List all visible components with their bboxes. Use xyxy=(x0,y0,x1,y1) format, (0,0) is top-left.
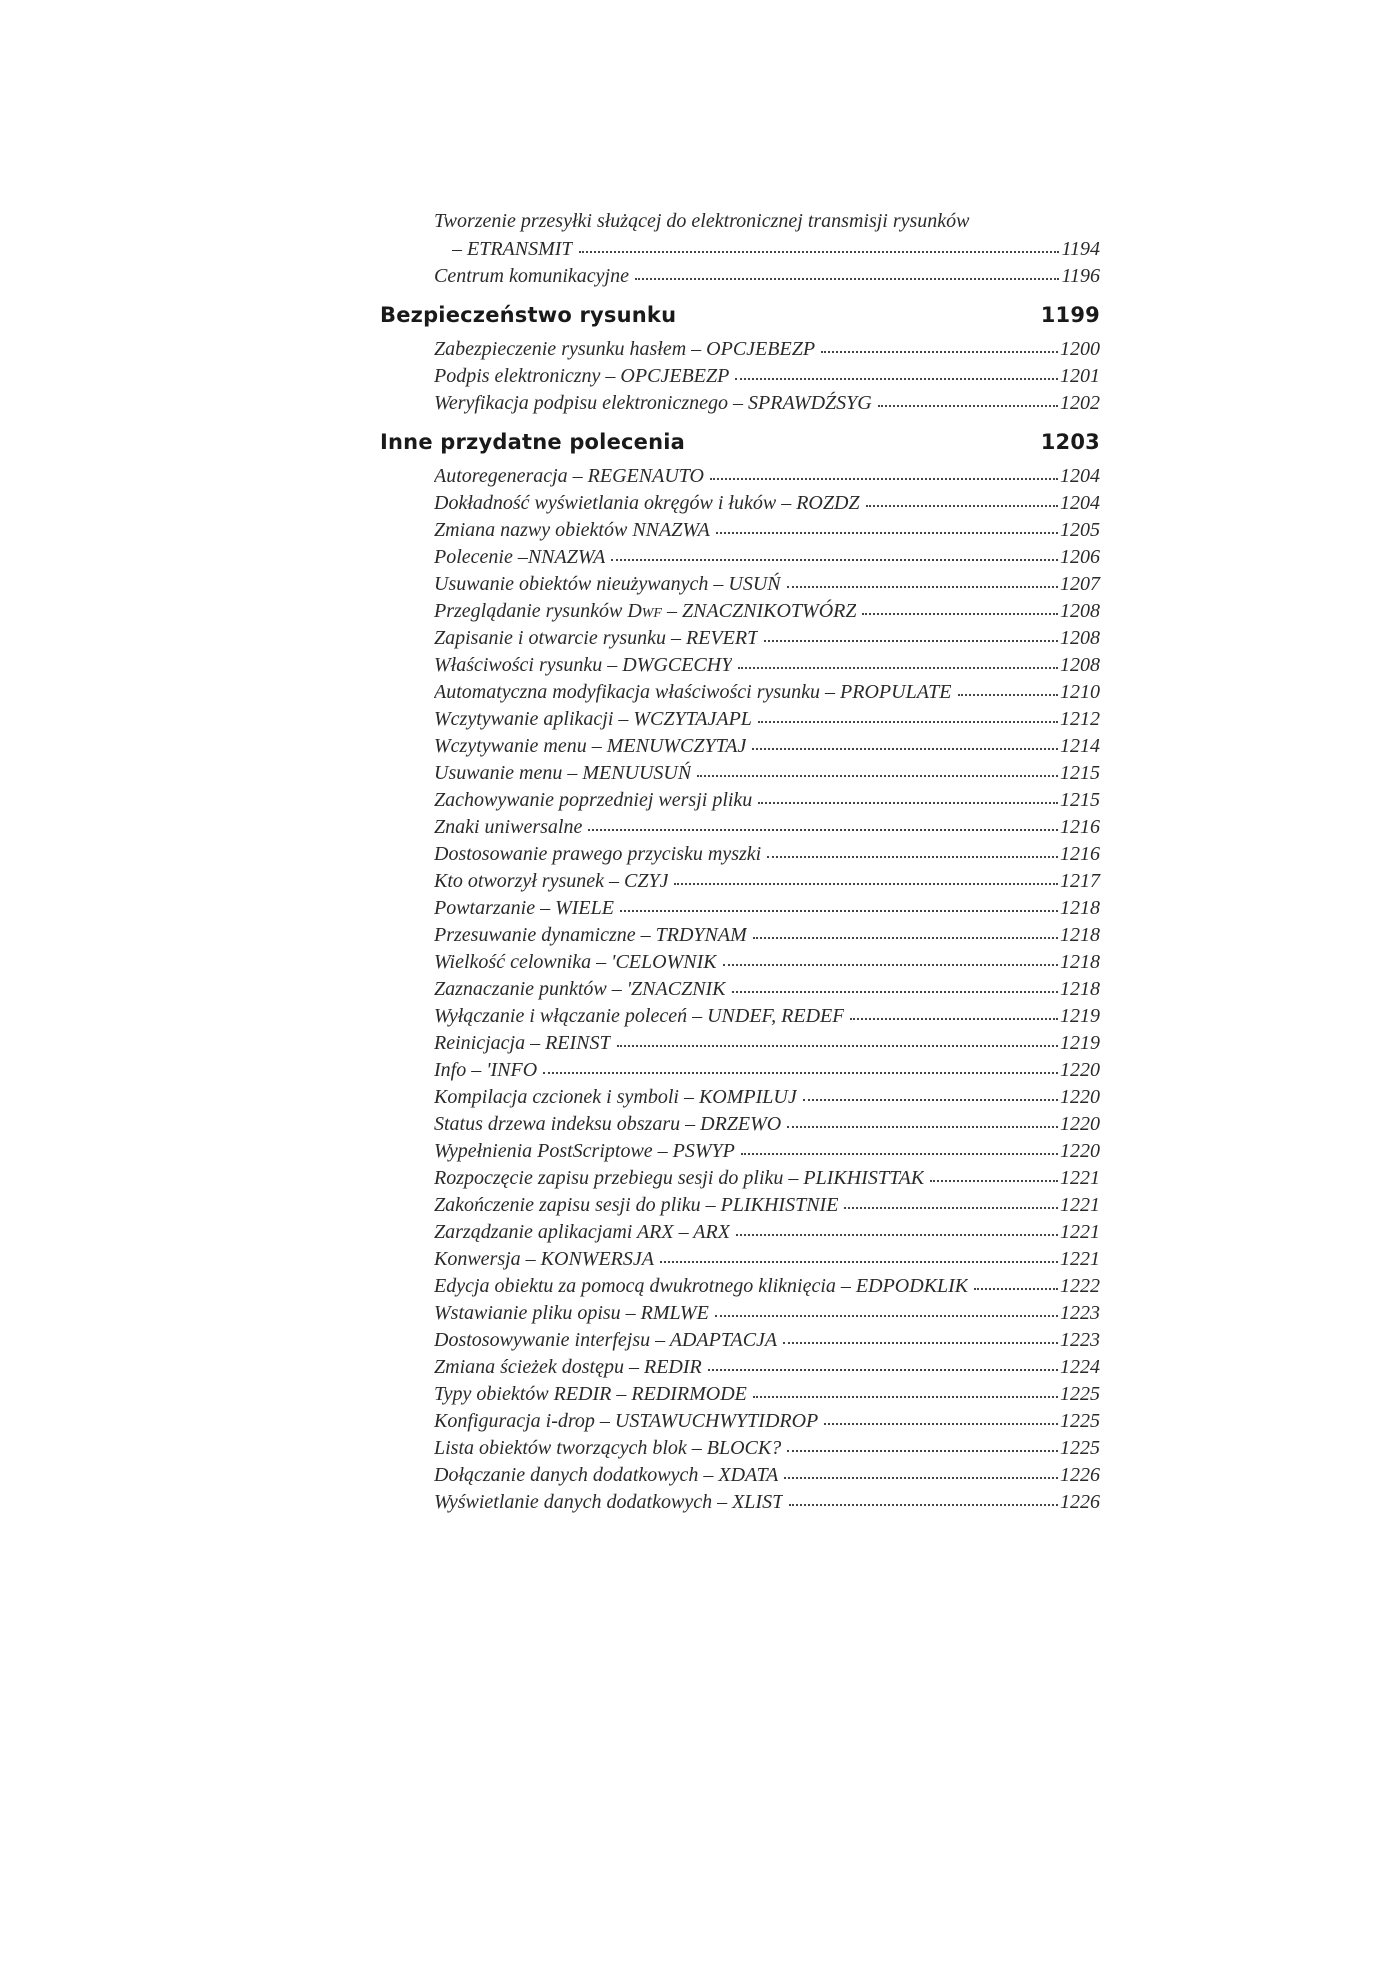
toc-entry-page: 1204 xyxy=(1060,465,1100,487)
toc-entry-title: Tworzenie przesyłki służącej do elektronicznej transmisji rysunków xyxy=(434,210,970,232)
toc-entry-title: Automatyczna modyfikacja właściwości rysunku – PROPULATE xyxy=(434,681,952,703)
toc-entry-title-part: Przeglądanie rysunków xyxy=(434,600,628,622)
toc-entry-title: Zachowywanie poprzedniej wersji pliku xyxy=(434,789,753,811)
toc-entry xyxy=(380,1056,1100,1083)
toc-entry xyxy=(380,262,1100,289)
toc-entry-page: 1217 xyxy=(1060,870,1100,892)
toc-entry-page: 1212 xyxy=(1060,708,1100,730)
toc-entry-page: 1220 xyxy=(1060,1086,1100,1108)
toc-section-heading xyxy=(380,422,1100,462)
dot-leader xyxy=(741,1135,1058,1155)
toc-entry-title: Typy obiektów REDIR – REDIRMODE xyxy=(434,1383,747,1405)
toc-entry-title: Centrum komunikacyjne xyxy=(434,265,629,287)
toc-entry-page: 1221 xyxy=(1060,1167,1100,1189)
dot-leader xyxy=(674,865,1058,885)
toc-entry-title: Wczytywanie menu – MENUWCZYTAJ xyxy=(434,735,747,757)
toc-entry-title: Reinicjacja – REINST xyxy=(434,1032,611,1054)
toc-entry-title: Powtarzanie – WIELE xyxy=(434,897,614,919)
dot-leader xyxy=(660,1243,1058,1263)
toc-entry xyxy=(380,389,1100,416)
dot-leader xyxy=(579,233,1060,253)
toc-entry-title: Lista obiektów tworzących blok – BLOCK? xyxy=(434,1437,782,1459)
toc-entry-title: Dołączanie danych dodatkowych – XDATA xyxy=(434,1464,779,1486)
toc-entry-title: Wstawianie pliku opisu – RMLWE xyxy=(434,1302,709,1324)
section-entries xyxy=(380,335,1100,416)
dot-leader xyxy=(710,460,1058,480)
dot-leader xyxy=(543,1054,1058,1074)
dot-leader xyxy=(732,973,1058,993)
toc-entry-page: 1208 xyxy=(1060,654,1100,676)
toc-entry-page: 1196 xyxy=(1061,265,1100,287)
toc-entry-title: Wielkość celownika – 'CELOWNIK xyxy=(434,951,717,973)
toc-entry-title: Dostosowywanie interfejsu – ADAPTACJA xyxy=(434,1329,778,1351)
toc-entry-title: Zaznaczanie punktów – 'ZNACZNIK xyxy=(434,978,726,1000)
section-page: 1199 xyxy=(1040,303,1100,327)
toc-entry-page: 1206 xyxy=(1060,546,1100,568)
dot-leader xyxy=(611,541,1058,561)
toc-entry-title: Wyświetlanie danych dodatkowych – XLIST xyxy=(434,1491,784,1513)
toc-entry-page: 1216 xyxy=(1060,843,1100,865)
dot-leader xyxy=(716,514,1058,534)
toc-entry-page: 1204 xyxy=(1060,492,1100,514)
toc-entry xyxy=(380,759,1100,786)
section-entries xyxy=(380,462,1100,1515)
toc-entry-title: – ETRANSMIT xyxy=(452,238,573,260)
dot-leader xyxy=(787,568,1058,588)
toc-entry-page: 1226 xyxy=(1060,1464,1100,1486)
toc-entry-title-part: – ZNACZNIKOTWÓRZ xyxy=(661,600,857,622)
toc-entry-page: 1220 xyxy=(1060,1059,1100,1081)
toc-entry-title: Wypełnienia PostScriptowe – PSWYP xyxy=(434,1140,735,1162)
toc-entry-page: 1205 xyxy=(1060,519,1100,541)
toc-entry-page: 1215 xyxy=(1060,789,1100,811)
toc-entry xyxy=(380,1326,1100,1353)
dot-leader xyxy=(789,1486,1058,1506)
toc-entry-page: 1225 xyxy=(1060,1437,1100,1459)
toc-entry-page: 1207 xyxy=(1060,573,1100,595)
toc-entry-title: Status drzewa indeksu obszaru – DRZEWO xyxy=(434,1113,782,1135)
toc-entry-page: 1208 xyxy=(1060,600,1100,622)
toc-entry xyxy=(380,921,1100,948)
toc-entry-page: 1218 xyxy=(1060,897,1100,919)
toc-entry-page: 1223 xyxy=(1060,1329,1100,1351)
toc-entry-title: Konfiguracja i-drop – USTAWUCHWYTIDROP xyxy=(434,1410,819,1432)
toc-entry-title: Wyłączanie i włączanie poleceń – UNDEF, REDEF xyxy=(434,1005,845,1027)
toc-entry-page: 1226 xyxy=(1060,1491,1100,1513)
toc-entry-page: 1220 xyxy=(1060,1140,1100,1162)
dot-leader xyxy=(878,387,1058,407)
toc-entry-title: Konwersja – KONWERSJA xyxy=(434,1248,654,1270)
toc-entry xyxy=(380,1461,1100,1488)
toc-entry xyxy=(380,1164,1100,1191)
toc-entry-page: 1221 xyxy=(1060,1194,1100,1216)
dot-leader xyxy=(753,1378,1058,1398)
dot-leader xyxy=(617,1027,1058,1047)
toc-entry-page: 1218 xyxy=(1060,978,1100,1000)
toc-entry-page: 1219 xyxy=(1060,1005,1100,1027)
toc-entry-page: 1222 xyxy=(1060,1275,1100,1297)
toc-entry-title: Kompilacja czcionek i symboli – KOMPILUJ xyxy=(434,1086,797,1108)
toc-entry-page: 1225 xyxy=(1060,1410,1100,1432)
toc-entry xyxy=(380,651,1100,678)
toc-entry xyxy=(380,1299,1100,1326)
toc-entry-title: Info – 'INFO xyxy=(434,1059,538,1081)
dot-leader xyxy=(723,946,1058,966)
toc-entry-page: 1221 xyxy=(1060,1221,1100,1243)
toc-entry-title: Zapisanie i otwarcie rysunku – REVERT xyxy=(434,627,759,649)
toc-entry-title: Zmiana ścieżek dostępu – REDIR xyxy=(434,1356,702,1378)
toc-entry-title-smallcaps: Dwf xyxy=(627,600,662,622)
dot-leader xyxy=(764,622,1058,642)
toc-entry xyxy=(380,1137,1100,1164)
section-page: 1203 xyxy=(1040,430,1100,454)
toc-entry xyxy=(380,705,1100,732)
dot-leader xyxy=(787,1108,1058,1128)
toc-section-heading xyxy=(380,295,1100,335)
toc-entry xyxy=(380,1218,1100,1245)
toc-entry xyxy=(380,335,1100,362)
dot-leader xyxy=(736,1216,1058,1236)
toc-entry-page: 1202 xyxy=(1060,392,1100,414)
toc-entry-page: 1215 xyxy=(1060,762,1100,784)
toc-entry xyxy=(380,1488,1100,1515)
dot-leader xyxy=(784,1459,1058,1479)
toc-entry xyxy=(380,1245,1100,1272)
toc-entry-page: 1219 xyxy=(1060,1032,1100,1054)
toc-entry xyxy=(380,1407,1100,1434)
dot-leader xyxy=(803,1081,1058,1101)
toc-entry-page: 1218 xyxy=(1060,951,1100,973)
toc-entry-page: 1208 xyxy=(1060,627,1100,649)
toc-entry-title xyxy=(434,598,856,625)
toc-entry xyxy=(380,489,1100,516)
dot-leader xyxy=(758,703,1058,723)
toc-entry-title: Kto otworzył rysunek – CZYJ xyxy=(434,870,669,892)
toc-entry-title: Przesuwanie dynamiczne – TRDYNAM xyxy=(434,924,747,946)
section-title: Inne przydatne polecenia xyxy=(380,430,686,454)
toc-entry xyxy=(380,1110,1100,1137)
toc-entry xyxy=(380,948,1100,975)
toc-entry-page: 1216 xyxy=(1060,816,1100,838)
toc-entry xyxy=(380,570,1100,597)
dot-leader xyxy=(635,260,1060,280)
dot-leader xyxy=(697,757,1058,777)
dot-leader xyxy=(866,487,1058,507)
dot-leader xyxy=(588,811,1058,831)
dot-leader xyxy=(783,1324,1058,1344)
toc-entry-page: 1201 xyxy=(1060,365,1100,387)
dot-leader xyxy=(787,1432,1058,1452)
toc-entry-page: 1218 xyxy=(1060,924,1100,946)
toc-entry xyxy=(380,1002,1100,1029)
toc-entry xyxy=(380,1353,1100,1380)
toc-entry xyxy=(380,597,1100,624)
dot-leader xyxy=(620,892,1058,912)
toc-entry xyxy=(380,732,1100,759)
dot-leader xyxy=(824,1405,1058,1425)
toc-entry xyxy=(380,624,1100,651)
toc-entry xyxy=(380,678,1100,705)
toc-entry xyxy=(380,462,1100,489)
toc-entry xyxy=(380,786,1100,813)
toc-entry xyxy=(380,975,1100,1002)
section-title: Bezpieczeństwo rysunku xyxy=(380,303,677,327)
toc-entry xyxy=(380,1380,1100,1407)
toc-entry-page: 1224 xyxy=(1060,1356,1100,1378)
toc-entry-page: 1210 xyxy=(1060,681,1100,703)
toc-entry-title: Edycja obiektu za pomocą dwukrotnego kliknięcia – EDPODKLIK xyxy=(434,1275,969,1297)
toc-entry-title: Podpis elektroniczny – OPCJEBEZP xyxy=(434,365,730,387)
toc-entry-title: Zabezpieczenie rysunku hasłem – OPCJEBEZP xyxy=(434,338,816,360)
toc-entry-title: Autoregeneracja – REGENAUTO xyxy=(434,465,704,487)
toc-entry-title: Właściwości rysunku – DWGCECHY xyxy=(434,654,733,676)
toc-entry-page: 1223 xyxy=(1060,1302,1100,1324)
dot-leader xyxy=(850,1000,1058,1020)
dot-leader xyxy=(758,784,1058,804)
toc-entry xyxy=(380,1191,1100,1218)
toc-entry-page: 1221 xyxy=(1060,1248,1100,1270)
toc-entry-title: Dostosowanie prawego przycisku myszki xyxy=(434,843,762,865)
toc-entry-title: Zarządzanie aplikacjami ARX – ARX xyxy=(434,1221,730,1243)
toc-entry xyxy=(380,894,1100,921)
toc-entry xyxy=(380,1434,1100,1461)
toc-entry xyxy=(380,1083,1100,1110)
dot-leader xyxy=(715,1297,1058,1317)
toc-entry-title: Rozpoczęcie zapisu przebiegu sesji do pliku – PLIKHISTTAK xyxy=(434,1167,925,1189)
toc-entry-title: Weryfikacja podpisu elektronicznego – SPRAWDŹSYG xyxy=(434,392,872,414)
toc-entry-page: 1194 xyxy=(1061,238,1100,260)
dot-leader xyxy=(708,1351,1058,1371)
toc-entry xyxy=(380,235,1100,262)
toc-entry xyxy=(380,516,1100,543)
toc-entry-title: Zakończenie zapisu sesji do pliku – PLIKHISTNIE xyxy=(434,1194,839,1216)
toc-entry-title: Dokładność wyświetlania okręgów i łuków – ROZDZ xyxy=(434,492,860,514)
dot-leader xyxy=(821,333,1058,353)
dot-leader xyxy=(752,730,1058,750)
toc-entry xyxy=(380,1029,1100,1056)
table-of-contents xyxy=(380,208,1100,1515)
dot-leader xyxy=(735,360,1058,380)
dot-leader xyxy=(753,919,1058,939)
toc-entry-page: 1225 xyxy=(1060,1383,1100,1405)
dot-leader xyxy=(958,676,1058,696)
dot-leader xyxy=(844,1189,1058,1209)
toc-entry xyxy=(380,840,1100,867)
toc-entry-page: 1214 xyxy=(1060,735,1100,757)
toc-entry-title: Znaki uniwersalne xyxy=(434,816,583,838)
toc-entry xyxy=(380,813,1100,840)
toc-entry-title: Usuwanie obiektów nieużywanych – USUŃ xyxy=(434,573,781,595)
toc-entry-title: Wczytywanie aplikacji – WCZYTAJAPL xyxy=(434,708,752,730)
dot-leader xyxy=(862,595,1058,615)
toc-entry-title: Polecenie –NNAZWA xyxy=(434,546,606,568)
toc-entry xyxy=(380,208,1100,235)
dot-leader xyxy=(930,1162,1058,1182)
dot-leader xyxy=(738,649,1058,669)
toc-entry xyxy=(380,1272,1100,1299)
toc-entry xyxy=(380,362,1100,389)
toc-entry-page: 1220 xyxy=(1060,1113,1100,1135)
toc-entry xyxy=(380,867,1100,894)
toc-entry-title: Usuwanie menu – MENUUSUŃ xyxy=(434,762,692,784)
toc-entry-title: Zmiana nazwy obiektów NNAZWA xyxy=(434,519,710,541)
toc-entry-page: 1200 xyxy=(1060,338,1100,360)
toc-entry xyxy=(380,543,1100,570)
dot-leader xyxy=(974,1270,1058,1290)
dot-leader xyxy=(767,838,1058,858)
